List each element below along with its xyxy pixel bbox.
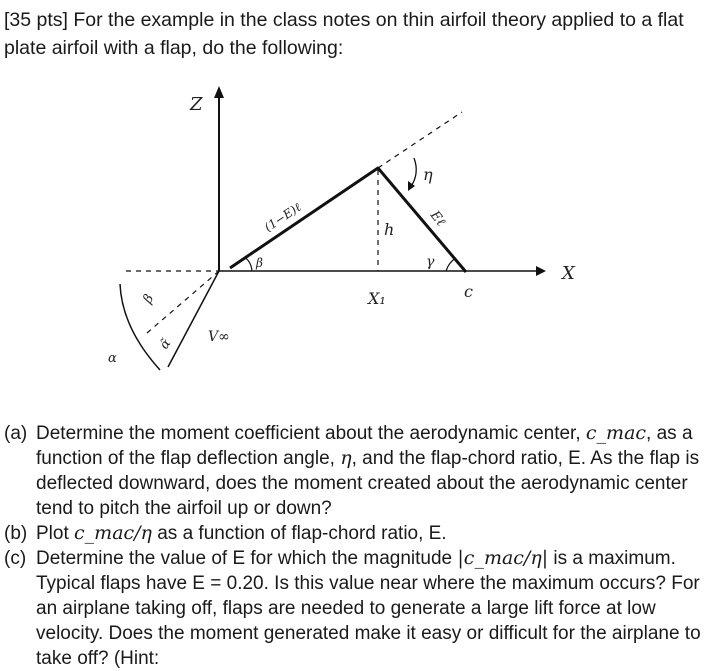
question-c-symbol-1: |c_mac/η|	[457, 547, 549, 569]
question-c-text-1: Determine the value of E for which the magnitude	[36, 548, 458, 569]
question-a-label: (a)	[4, 423, 28, 444]
flap-airfoil-figure	[0, 80, 724, 410]
question-b-text-2: as a function of flap-chord ratio, E.	[151, 523, 447, 544]
figure-svg	[0, 80, 724, 410]
beta-leading-edge-label: β	[256, 256, 263, 270]
question-a-text-2: , as a function of the flap deflection angle,	[36, 423, 693, 469]
v-inf-label: V∞	[208, 329, 230, 345]
gamma-label: γ	[426, 254, 435, 270]
forward-length-label: (1−E)ℓ	[261, 200, 304, 235]
alpha-tilde-label: α̃	[156, 336, 175, 353]
points-label: [35 pts]	[4, 9, 68, 31]
attack-dashed-line	[147, 271, 219, 333]
question-b	[4, 521, 720, 546]
question-a-text-1: Determine the moment coefficient about the aerodynamic center,	[36, 423, 586, 444]
question-a-symbol-1: c_mac	[585, 422, 647, 444]
x1-label: X₁	[368, 289, 386, 308]
question-c	[4, 546, 720, 671]
flap-length-label: Eℓ	[426, 208, 448, 230]
problem-intro	[4, 6, 716, 62]
question-a-symbol-2: η	[340, 447, 352, 469]
question-c-text	[36, 546, 720, 671]
question-c-text-2: is a maximum. Typical flaps have E = 0.20. Is this value near where the maximum occurs? For an airplane taking off, flaps are needed to generate a large lift force at low velocity. Does the moment generated make it easy or difficult for the airplane to take off? (Hint:	[36, 548, 701, 669]
c-label: c	[464, 282, 473, 301]
question-list	[4, 421, 720, 671]
question-b-symbol-1: c_mac/η	[74, 522, 152, 544]
question-b-text-1: Plot	[36, 523, 75, 544]
question-c-label: (c)	[4, 548, 27, 569]
question-b-text	[36, 521, 720, 546]
beta-arc-label: β	[140, 291, 158, 306]
z-axis-label: Z	[190, 94, 203, 115]
chord-extension-dashed-line	[378, 112, 462, 168]
alpha-arc	[120, 284, 160, 370]
h-label: h	[384, 220, 395, 239]
z-axis-arrow	[214, 86, 224, 98]
freestream-velocity-line	[168, 271, 219, 367]
question-a-text-3: , and the flap-chord ratio, E. As the flap is deflected downward, does the moment created about the aerodynamic center tend to pitch the airfoil up or down?	[36, 448, 700, 519]
eta-label: η	[423, 165, 433, 184]
question-b-label: (b)	[4, 523, 28, 544]
intro-text: For the example in the class notes on thin airfoil theory applied to a flat plate airfoil with a flap, do the following:	[4, 9, 684, 59]
question-a-text	[36, 421, 720, 521]
x-axis-label: X	[562, 263, 575, 284]
x-axis-arrow	[536, 266, 546, 276]
alpha-label: α	[108, 351, 117, 366]
question-a	[4, 421, 720, 521]
